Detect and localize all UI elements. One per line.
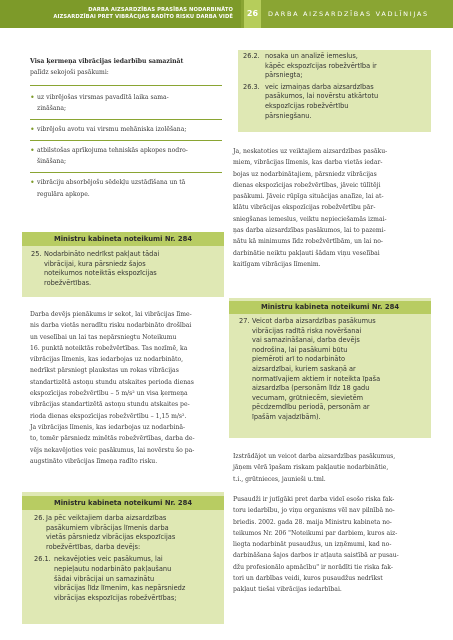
text-line: bojas uz nodarbinātajiem, pārsniedz vibrācijas [233,170,377,178]
item-text: nosaka un analizē iemeslus, [265,52,358,60]
text-line: ņas darba aizsardzības pasākumos, lai to pazemi- [233,227,386,235]
exceeded-limits-paragraph [233,146,428,270]
page-number: 26 [244,0,261,28]
text-line: sniegšanas iemeslus, veiktu nepieciešamās izmai- [233,215,387,223]
divider [30,85,222,86]
left-column [30,56,222,205]
header-line-2: AIZSARDZĪBAI PRET VIBRĀCIJAS RADĪTO RISKU DARBA VIDĒ [53,14,233,20]
item-number: 26. [34,514,45,522]
item-text: Veicot darba aizsardzības pasākumus [252,317,376,325]
list-item-text: vibrējošu avotu vai virsmu mehāniska izolēšana; [37,126,187,134]
item-text: vecumam, grūtniecēm, sievietēm [252,393,364,402]
intro-heading: Visa ķermeņa vibrācijas iedarbību samazināt [30,58,184,65]
regulation-box-284-26 [22,492,224,624]
item-text: pēcdzemdību periodā, personām ar [252,403,370,412]
text-line: 16. punktā noteiktās robežvērtības. Tas nozīmē, ka [30,344,188,352]
item-number: 26.1. [34,555,51,564]
text-line: ekspozīcijas robežvērtību – 5 m/s² un visa ķermeņa [30,390,188,398]
divider [30,119,222,120]
text-line: t.i., grūtnieces, jaunieši u.tml. [233,475,326,483]
item-text: normatīvajiem aktiem ir noteikta īpaša [252,374,381,383]
list-item [30,124,222,135]
employer-duty-paragraph [30,309,222,467]
regulation-box-title: Ministru kabineta noteikumi Nr. 284 [229,301,431,314]
text-line: Izstrādājot un veicot darba aizsardzības pasākumus, [233,453,396,460]
header-section-title [0,0,241,28]
text-line: to, tomēr pārsniedz minētās robežvērtības, darba de- [30,435,195,443]
item-text: noteikumos noteiktās ekspozīcijas [44,269,157,278]
text-line: pakļaut tiešai vibrācijas iedarbībai. [233,586,342,594]
bullet-icon: • [30,92,35,102]
item-text: pasākumos, lai novērstu atkārtotu [265,92,379,101]
text-line: Ja, neskatoties uz veiktajiem aizsardzības pasāku- [233,148,388,155]
list-item-text: vibrāciju absorbējošu sēdekļu uzstādīšana un tā [37,179,186,187]
text-line: pasākumi. Jāveic rūpīga situācijas analīze, lai at- [233,193,384,201]
regulation-box-284-25 [22,232,224,297]
bullet-icon: • [30,146,35,156]
item-text: vibrācijas ekspozīcijas robežvērtības; [54,593,177,602]
item-text: pārsniegšanu. [265,111,312,120]
text-line: vibrācijas līmenis, kas iedarbojas uz nodarbināto, [30,356,184,364]
list-item-text: zināšana; [37,105,67,113]
regulation-subitem [243,52,425,81]
regulation-box-284-27 [229,298,431,438]
text-line: vējs nekavējoties veic pasākumus, lai novērstu šo pa- [30,446,195,454]
text-line: Ja vibrācijas līmenis, kas iedarbojas uz nodarbinā- [30,423,186,431]
regulation-subitem [22,552,224,603]
item-text: vibrācijas līdz līmenim, kas nepārsniedz [54,584,186,593]
item-text: šādai vibrācijai un samazinātu [54,574,155,583]
text-line: un veselībai un lai tas nepārsniegtu Noteikumu [30,333,177,341]
item-text: Nodarbināto nedrīkst pakļaut tādai [44,250,160,258]
text-line: darbināšana šajos darbos ir atļauta saistībā ar pusau- [233,552,399,560]
text-line: standartizētā astoņu stundu atskaites perioda dienas [30,378,194,386]
item-number: 27. [239,317,250,325]
item-text: pasākumiem vibrācijas līmenis darba [46,523,169,532]
item-text: kāpēc ekspozīcijas robežvērtība ir [265,61,377,70]
text-line: nis darba vietās neradītu risku nodarbināto drošībai [30,322,192,330]
adolescents-paragraph [233,494,428,596]
text-line: klātu vibrācijas ekspozīcijas robežvērtību pār- [233,204,376,212]
measures-list [30,92,222,200]
item-text: aizsardzība (personām līdz 18 gadu [252,384,370,393]
regulation-item [22,512,224,552]
item-number: 26.3. [243,82,260,91]
item-text: vietās pārsniedz vibrācijas ekspozīcijas [46,533,176,542]
item-text: veic izmaiņas darba aizsardzības [265,82,374,91]
text-line: tori un darbības veidi, kuros pusaudžus nedrīkst [233,575,383,583]
text-line: jāņem vērā īpašam riskam pakļautie nodarbinātie, [233,464,389,472]
header-line-1: DARBA AIZSARDZĪBAS PRASĪBAS NODARBINĀTO [88,7,233,13]
divider [30,172,222,173]
regulation-item [229,316,431,423]
list-item-text: regulāra apkope. [37,190,90,198]
item-text: robežvērtības. [44,278,92,287]
item-text: nodrošina, lai pasākumi būtu [252,345,348,354]
divider [30,140,222,141]
regulation-box-284-26-cont [238,50,431,132]
text-line: miem, vibrācijas līmenis, kas darba vietās iedar- [233,159,383,167]
item-text: ekspozīcijas robežvērtību [265,101,349,110]
item-text: īpašām vajadzībām). [252,412,321,421]
bullet-icon: • [30,178,35,188]
item-text: nepieļautu nodarbināto pakļaušanu [54,564,172,573]
text-line: briedis. 2002. gada 28. maija Ministru kabineta no- [233,518,392,526]
bullet-icon: • [30,125,35,135]
text-line: nedrīkst pārsniegt plaukstas un rokas vibrācijas [30,367,179,375]
regulation-item [22,246,224,288]
text-line: liegta nodarbināt pusaudžus, un izņēmumi, kad no- [233,541,392,549]
special-risk-paragraph [233,451,428,485]
text-line: Darba devējs pienākums ir sekot, lai vibrācijas līme- [30,311,192,318]
intro-subheading: palīdz sekojoši pasākumi: [30,69,109,77]
item-number: 25. [31,250,42,258]
list-item [30,92,222,115]
regulation-subitem [243,83,425,121]
regulation-box-title: Ministru kabineta noteikumi Nr. 284 [22,496,224,510]
item-text: vibrācijas radītā riska novēršanai [252,326,362,335]
text-line: darbinātie neiktu pakļauti šādam viņu veselībai [233,249,380,257]
text-line: nātu kā minimums līdz robežvērtībām, un lai no- [233,238,383,246]
item-text: robežvērtības, darba devējs: [46,542,141,551]
list-item-text: šināšana; [37,158,67,166]
text-line: kaitīgam vibrācijas līmenim. [233,260,321,268]
text-line: vibrācijas standartizētā astoņu stundu atskaites pe- [30,401,190,409]
item-number: 26.2. [243,52,260,60]
text-line: toru iedarbību, jo viņu organisms vēl nav pilnībā no- [233,507,395,515]
text-line: dienas ekspozīcijas robežvērtības, jāveic tūlītēji [233,181,381,189]
item-text: vai samazināšanai, darba devējs [252,336,360,345]
item-text: vibrācijai, kura pārsniedz šajos [44,259,146,268]
list-item-text: uz vibrējošas virsmas pavadītā laika sama- [37,93,169,101]
text-line: džu profesionālo apmācību" ir norādīti tie riska fak- [233,563,393,571]
item-text: pārsniegta; [265,71,303,80]
text-line: Pusaudži ir jutīgāki pret darba videī esošo riska fak- [233,496,395,503]
item-text: piemēroti arī to nodarbināto [252,355,346,364]
text-line: teikumos Nr. 206 "Noteikumi par darbiem, kuros aiz- [233,529,398,537]
list-item [30,177,222,200]
regulation-box-title: Ministru kabineta noteikumi Nr. 284 [22,232,224,246]
list-item-text: atbilstošas aprīkojuma tehniskās apkopes nodro- [37,147,188,155]
text-line: augstināto vibrācijas līmeņa radīto risku. [30,457,158,465]
list-item [30,145,222,168]
item-text: aizsardzībai, kuriem saskaņā ar [252,364,356,373]
item-text: nekavējoties veic pasākumus, lai [54,555,163,564]
page-header [0,0,453,28]
text-line: rioda dienas ekspozīcijas robežvērtību – 1,15 m/s². [30,412,187,420]
item-text: Ja pēc veiktajiem darba aizsardzības [46,514,167,522]
header-publication-title: DARBA AIZSARDZĪBAS VADLĪNIJAS [268,10,429,18]
